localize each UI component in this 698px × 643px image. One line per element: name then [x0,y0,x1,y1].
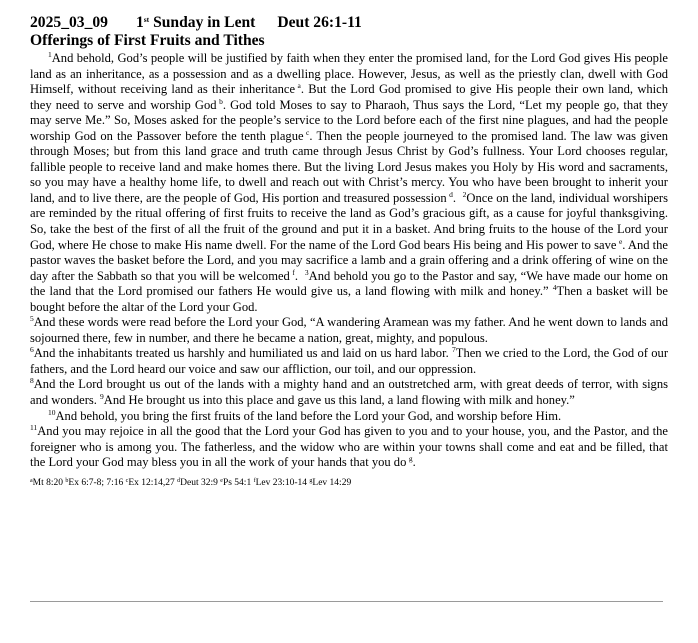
verse-number: 7 [452,345,456,355]
verse-number: 2 [462,189,467,199]
footnote-mark: c [306,127,310,137]
verse-number: 4 [552,283,557,293]
verse-number: 1 [48,50,52,59]
verse-number: 8 [30,376,34,386]
verse-number: 11 [30,423,38,433]
footnote-mark: d [449,189,453,199]
footnote-ref: Ex 6:7-8; 7:16 [68,477,126,488]
scripture-reading: Deut 26:1-11 [277,14,362,31]
footnote-mark: a [297,81,301,91]
service-date: 2025_03_09 [30,14,108,31]
footer-divider [30,601,663,602]
footnote-ref: Lev 23:10-14 [255,477,310,488]
sunday-name: 1st Sunday in Lent [135,14,256,31]
footnote-mark: g [408,454,413,464]
footnote-references: $^a$Mt 8:20 $^b$Ex 6:7-8; 7:16 $^c$Ex 12:14,27 $^d$Deut 32:9 $^e$Ps 54:1 $^f$Lev 23:10-14 $^g$Lev 14:29 [30,477,352,488]
document-title [30,14,668,31]
footnote-mark: f [292,267,295,277]
verse-number: 9 [100,392,104,402]
footnote-ref: Lev 14:29 [312,477,352,488]
footnote-mark: e [618,236,623,246]
sermon-body [30,51,668,471]
verse-number: 3 [304,267,309,277]
footnote-ref: Ex 12:14,27 [128,477,178,488]
verse-number: 6 [30,345,34,355]
sermon-subtitle: Offerings of First Fruits and Tithes [30,32,265,49]
verse-number: 10 [48,407,56,417]
footnote-mark: b [219,96,223,106]
paragraph-1: $^1$And behold, God’s people will be justified by faith when they enter the promised land, for the Lord God gives His people land as an inheritance, as a possession and as a dwelling place. However, Jesus, as well as the priestly clan, dwell with God Himself, without receiving land as their inheritance $^a$. But the Lord God promised to give His people their own land, which they need to serve and worship God $^b$. God told Moses to say to Pharaoh, Thus says the Lord, “Let my people go, that they may serve Me.” So, Moses asked for the people’s service to the Lord before each of the first nine plagues, and had the people worship God on the Passover before the tenth plague $^c$. Then the people journeyed to the promised land. The law was given through Moses; but from this land grace and truth came through Jesus Christ by God’s fullness. Your Lord chooses regular, fallible people to receive land and make homes there. But the living Lord Jesus makes you Holy by His word and sacraments, so you may have a healthy home life, to dwell and reach out with Christ’s mercy. You who have been brought to inherit your land, and to live there, are the people of God, His portion and treasured possession $^d$. $^2$Once on the land, individual worshipers are reminded by the ritual offering of first fruits to receive the land as God’s gracious gift, as a cause for joyful thanksgiving. So, take the best of the first of all the fruit of the ground and put it in a basket. And bring fruits to the house of the Lord your God, where He chose to make His name dwell. For the name of the Lord God bears His being and His power to save $^e$. And the pastor waves the basket before the Lord, and you may sacrifice a lamb and a grain offering and a drink offering of wine on the day after the Sabbath so that you will be welcomed $^f$. $^3$And behold you go to the Pastor and say, “We have made our home on the land that the Lord promised our fathers He would give us, a land flowing with milk and honey.” $^4$Then a basket will be bought before the altar of the Lord your God. $^5$And these words were read before the Lord your God, “A wandering Aramean was my father. And he went down to lands and sojourned there, few in number, and there he became a nation, great, mighty, and populous. $^6$And the inhabitants treated us harshly and humiliated us and laid on us hard labor. $^7$Then we cried to the Lord, the God of our fathers, and the Lord heard our voice and saw our affliction, our toil, and our oppression. $^8$And the Lord brought us out of the lands with a mighty hand and an outstretched arm, with great deeds of terror, with signs and wonders. $^9$And He brought us into this place and gave us this land, a land flowing with milk and honey.” [30,50,668,408]
footnote-ref: Deut 32:9 [180,477,221,488]
footnote-ref: Ps 54:1 [222,477,254,488]
paragraph-2: $^{10}$And behold, you bring the first fruits of the land before the Lord your God, and worship before Him. $^{11}$And you may rejoice in all the good that the Lord your God has given to you and to your house, you, and the Pastor, and the foreigner who is among you. The fatherless, and the widow who are within your towns shall come and eat and be filled, that the Lord your God may bless you in all the work of your hands that you do $^g$. [30,407,668,470]
footnote-ref: Mt 8:20 [32,477,66,488]
verse-number: 5 [30,314,34,324]
